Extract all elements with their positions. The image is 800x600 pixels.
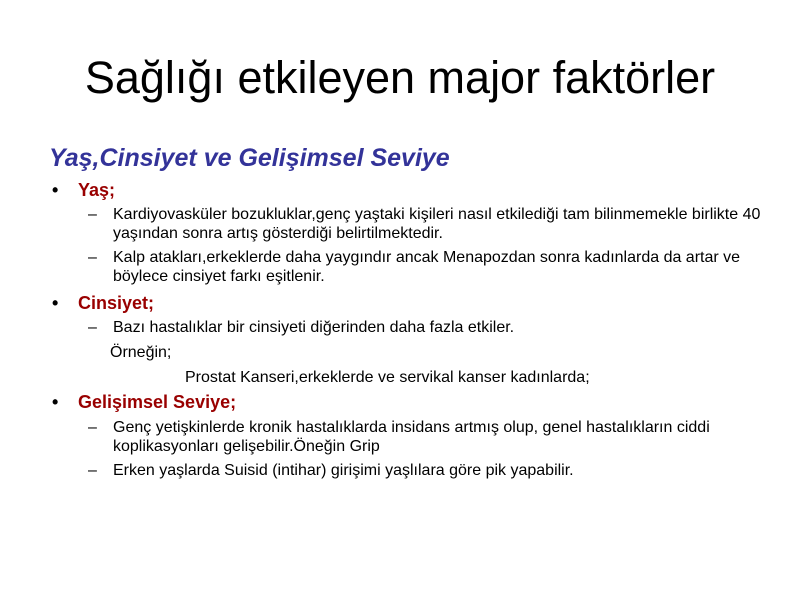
- bullet-dot: •: [52, 293, 59, 313]
- list-item: [88, 461, 778, 480]
- dash-marker: –: [88, 206, 97, 223]
- list-item-text: Erken yaşlarda Suisid (intihar) girişimi yaşlılara göre pik yapabilir.: [113, 462, 574, 479]
- dash-marker: –: [88, 319, 97, 336]
- slide-subtitle: Yaş,Cinsiyet ve Gelişimsel Seviye: [49, 144, 450, 172]
- example-label: Örneğin;: [110, 344, 172, 361]
- section-heading-cinsiyet: [52, 291, 154, 315]
- list-item: [88, 318, 778, 337]
- list-item: [88, 205, 778, 243]
- section-heading-label: Yaş;: [78, 180, 116, 200]
- dash-marker: –: [88, 249, 97, 266]
- list-item: [88, 248, 778, 286]
- bullet-dot: •: [52, 180, 59, 200]
- list-item-text: Genç yetişkinlerde kronik hastalıklarda insidans artmış olup, genel hastalıkların ciddi koplikasyonları gelişebilir.Öneğin Grip: [113, 419, 710, 455]
- section-heading-label: Cinsiyet;: [78, 293, 155, 313]
- list-item-text: Kalp atakları,erkeklerde daha yaygındır ancak Menapozdan sonra kadınlarda da artar ve böylece cinsiyet farkı eşitlenir.: [113, 249, 741, 285]
- section-heading-label: Gelişimsel Seviye;: [78, 392, 237, 412]
- list-item-text: Kardiyovasküler bozukluklar,genç yaştaki kişileri nasıl etkilediği tam bilinmemekle birlikte 40 yaşından sonra artış gösterdiği belirtilmektedir.: [113, 206, 761, 242]
- dash-marker: –: [88, 419, 97, 436]
- section-heading-yas: [52, 178, 115, 202]
- list-item: [88, 418, 778, 456]
- dash-marker: –: [88, 462, 97, 479]
- example-text: Prostat Kanseri,erkeklerde ve servikal kanser kadınlarda;: [185, 369, 590, 386]
- bullet-dot: •: [52, 392, 59, 412]
- slide-title: Sağlığı etkileyen major faktörler: [84, 52, 716, 103]
- list-item-text: Bazı hastalıklar bir cinsiyeti diğerinden daha fazla etkiler.: [113, 319, 515, 336]
- section-heading-gelisimsel-seviye: [52, 390, 236, 414]
